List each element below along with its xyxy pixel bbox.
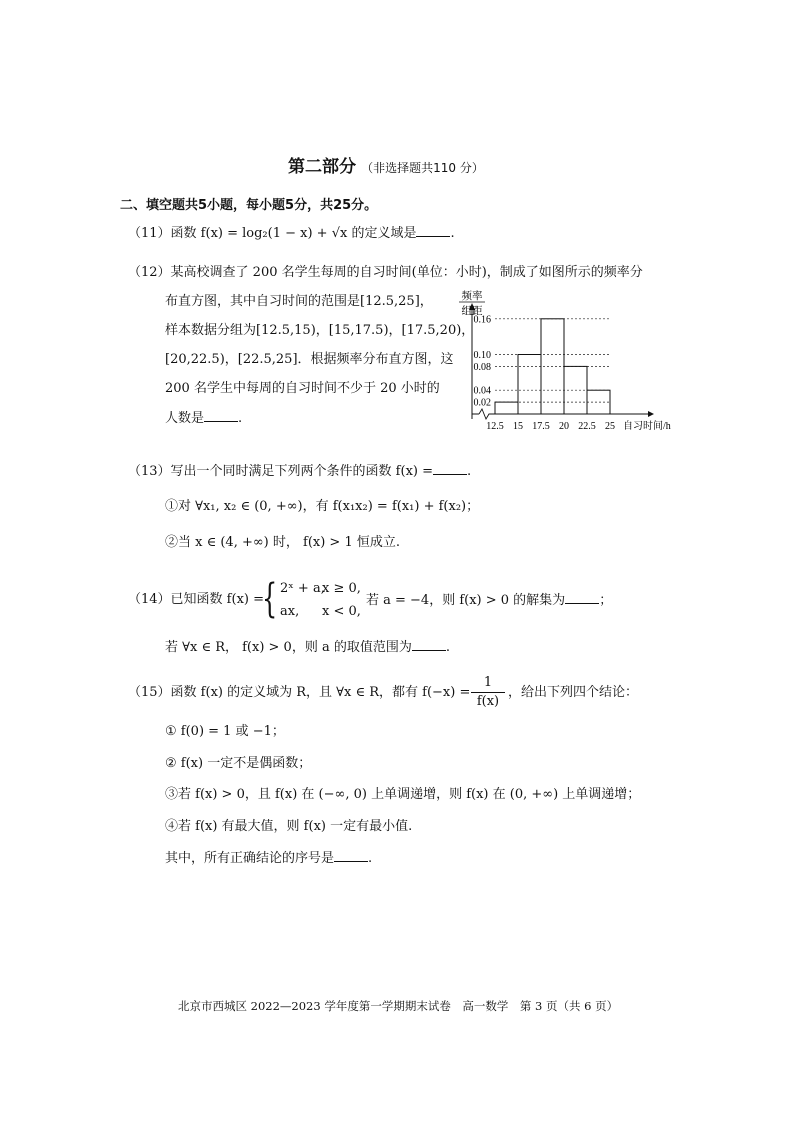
fraction xyxy=(471,675,505,710)
fraction-numerator: 1 xyxy=(483,675,493,690)
conclusion-4: ④若 f(x) 有最大值，则 f(x) 一定有最小值. xyxy=(165,819,413,834)
question-12-line2: 布直方图，其中自习时间的范围是[12.5,25]， xyxy=(165,294,433,309)
question-12-line4: [20,22.5)，[22.5,25]．根据频率分布直方图，这 xyxy=(165,352,454,367)
question-13-text: 写出一个同时满足下列两个条件的函数 f(x) = xyxy=(170,464,433,479)
question-11 xyxy=(128,224,455,243)
question-12-end: . xyxy=(238,411,243,426)
question-number: （14） xyxy=(128,592,171,607)
question-12-text-1: 某高校调查了 200 名学生每周的自习时间(单位：小时)，制成了如图所示的频率分 xyxy=(170,265,643,280)
question-12-text-6: 人数是 xyxy=(165,411,205,426)
y-tick-label: 0.08 xyxy=(473,361,491,373)
question-number: （15） xyxy=(128,685,171,700)
answer-blank xyxy=(416,224,450,237)
question-15-ask-text: 其中，所有正确结论的序号是 xyxy=(165,851,335,866)
question-number: （11） xyxy=(128,226,171,241)
question-13-condition-2: ②当 x ∈ (4, +∞) 时， f(x) > 1 恒成立. xyxy=(165,535,400,550)
question-12-line1 xyxy=(128,264,643,282)
question-14-text-2: 若 ∀x ∈ R， f(x) > 0，则 a 的取值范围为 xyxy=(165,640,412,655)
answer-blank xyxy=(204,409,238,422)
x-axis-arrow xyxy=(648,411,654,417)
question-13 xyxy=(128,462,471,481)
part-title xyxy=(288,152,484,177)
conclusion-3: ③若 f(x) > 0，且 f(x) 在 (−∞, 0) 上单调递增，则 f(x) 在 (0, +∞) 上单调递增； xyxy=(165,787,641,802)
x-tick-label: 17.5 xyxy=(532,421,550,432)
x-tick-label: 22.5 xyxy=(578,421,596,432)
question-14-end-2: . xyxy=(445,640,450,655)
case-2-condition: x < 0, xyxy=(322,604,361,619)
question-14-text: 若 a = −4，则 f(x) > 0 的解集为 xyxy=(366,593,566,608)
x-axis-label: 自习时间/h xyxy=(623,421,671,432)
part-title-main: 第二部分 xyxy=(288,157,356,177)
answer-blank xyxy=(334,849,368,862)
y-tick-label: 0.10 xyxy=(473,350,491,361)
question-12-line6 xyxy=(165,409,242,428)
question-15-text: 函数 f(x) 的定义域为 R，且 ∀x ∈ R，都有 f(−x) = xyxy=(170,685,471,700)
question-14 xyxy=(128,591,264,609)
question-14-line2 xyxy=(165,638,450,657)
question-15-end: . xyxy=(368,851,373,866)
case-1-expression: 2ˣ + a, xyxy=(280,581,325,596)
section-heading: 二、填空题共5小题，每小题5分，共25分。 xyxy=(120,198,378,213)
question-15-post: ，给出下列四个结论： xyxy=(508,685,639,700)
fraction-denominator: f(x) xyxy=(476,694,500,709)
question-13-condition-1: ①对 ∀x₁, x₂ ∈ (0, +∞)，有 f(x₁x₂) = f(x₁) + f(x₂)； xyxy=(165,499,480,514)
x-tick-label: 25 xyxy=(605,421,615,432)
x-tick-label: 15 xyxy=(513,421,523,432)
histogram-bar xyxy=(495,402,518,414)
conclusion-2: ② f(x) 一定不是偶函数； xyxy=(165,756,312,771)
y-tick-label: 0.16 xyxy=(473,314,491,326)
y-axis-label-bottom: 组距 xyxy=(461,306,483,317)
question-12-line5: 200 名学生中每周的自习时间不少于 20 小时的 xyxy=(165,381,440,396)
question-15 xyxy=(128,684,470,702)
question-11-text: 函数 f(x) = log₂(1 − x) + √x 的定义域是 xyxy=(170,226,417,241)
question-number: （12） xyxy=(128,265,171,280)
piecewise-case-2 xyxy=(280,603,361,621)
y-tick-label: 0.02 xyxy=(473,397,491,409)
answer-blank xyxy=(412,638,446,651)
question-13-end: . xyxy=(467,464,472,479)
page-footer: 北京市西城区 2022—2023 学年度第一学期期末试卷 高一数学 第 3 页（共 6 页） xyxy=(178,999,619,1013)
case-2-expression: ax, xyxy=(280,604,300,619)
x-tick-label: 12.5 xyxy=(486,421,504,432)
part-title-subtitle: （非选择题共110 分） xyxy=(361,161,484,175)
question-11-end: . xyxy=(450,226,455,241)
fraction-bar xyxy=(471,692,505,693)
axis-break-zigzag xyxy=(479,409,495,419)
question-12-line3: 样本数据分组为[12.5,15)，[15,17.5)，[17.5,20)， xyxy=(165,323,475,338)
answer-blank xyxy=(433,462,467,475)
y-tick-label: 0.04 xyxy=(473,385,491,397)
histogram-bar xyxy=(518,355,541,415)
question-14-condition xyxy=(366,591,612,610)
case-1-condition: x ≥ 0, xyxy=(322,581,361,596)
question-14-end: ； xyxy=(599,593,613,608)
frequency-histogram xyxy=(455,288,695,436)
y-axis-label-top: 频率 xyxy=(461,291,483,302)
question-14-function: 已知函数 f(x) = xyxy=(170,592,264,607)
question-15-ask xyxy=(165,849,372,868)
conclusion-1: ① f(0) = 1 或 −1； xyxy=(165,724,285,739)
histogram-bar xyxy=(587,390,610,414)
answer-blank xyxy=(565,591,599,604)
piecewise-case-1 xyxy=(280,580,361,598)
piecewise-brace: { xyxy=(262,576,278,622)
question-number: （13） xyxy=(128,464,171,479)
x-tick-label: 20 xyxy=(559,421,569,432)
